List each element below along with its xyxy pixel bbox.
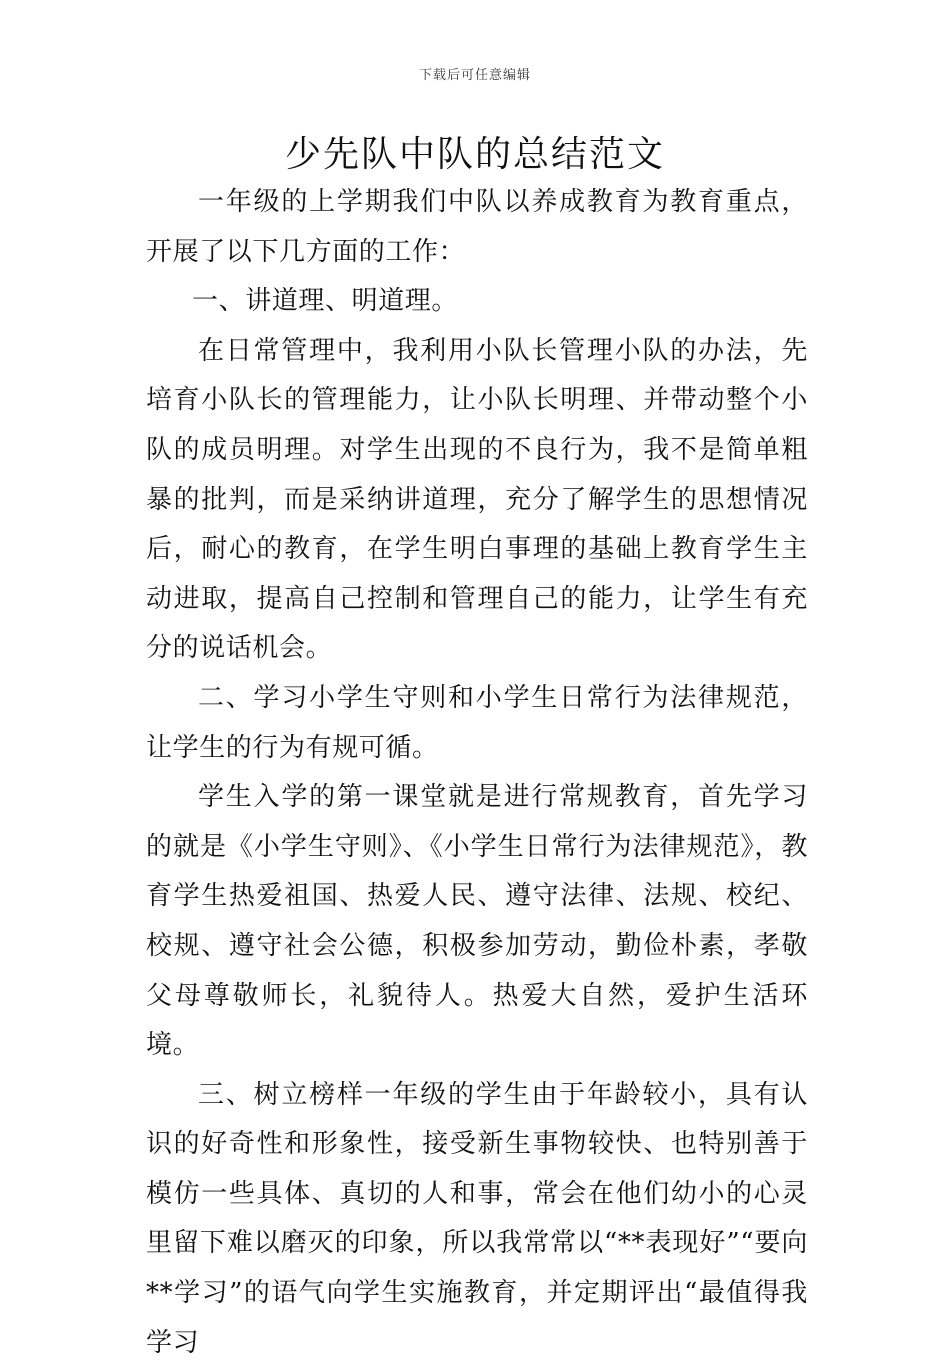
document-title: 少先队中队的总结范文 (284, 134, 665, 175)
section-heading-2: 二、学习小学生守则和小学生日常行为法律规范，让学生的行为有规可循。 (146, 682, 808, 763)
paragraph-section-2: 学生入学的第一课堂就是进行常规教育，首先学习的就是《小学生守则》、《小学生日常行为法律规范》，教育学生热爱祖国、热爱人民、遵守法律、法规、校纪、校规、遵守社会公德，积极参加劳动，勤俭朴素，孝敬父母尊敬师长，礼貌待人。热爱大自然，爱护生活环境。 (146, 782, 808, 1061)
paragraph-section-1: 在日常管理中，我利用小队长管理小队的办法，先培育小队长的管理能力，让小队长明理、并带动整个小队的成员明理。对学生出现的不良行为，我不是简单粗暴的批判，而是采纳讲道理，充分了解学生的思想情况后，耐心的教育，在学生明白事理的基础上教育学生主动进取，提高自己控制和管理自己的能力，让学生有充分的说话机会。 (146, 335, 808, 664)
paragraph-intro: 一年级的上学期我们中队以养成教育为教育重点，开展了以下几方面的工作： (146, 187, 808, 267)
header-note: 下载后可任意编辑 (418, 68, 531, 83)
document-body (146, 178, 808, 1368)
section-heading-1: 一、讲道理、明道理。 (192, 286, 459, 317)
paragraph-section-3: 三、树立榜样一年级的学生由于年龄较小，具有认识的好奇性和形象性，接受新生事物较快、也特别善于模仿一些具体、真切的人和事，常会在他们幼小的心灵里留下难以磨灭的印象，所以我常常以“**表现好”“要向**学习”的语气向学生实施教育，并定期评出“最值得我学习 (146, 1079, 808, 1358)
